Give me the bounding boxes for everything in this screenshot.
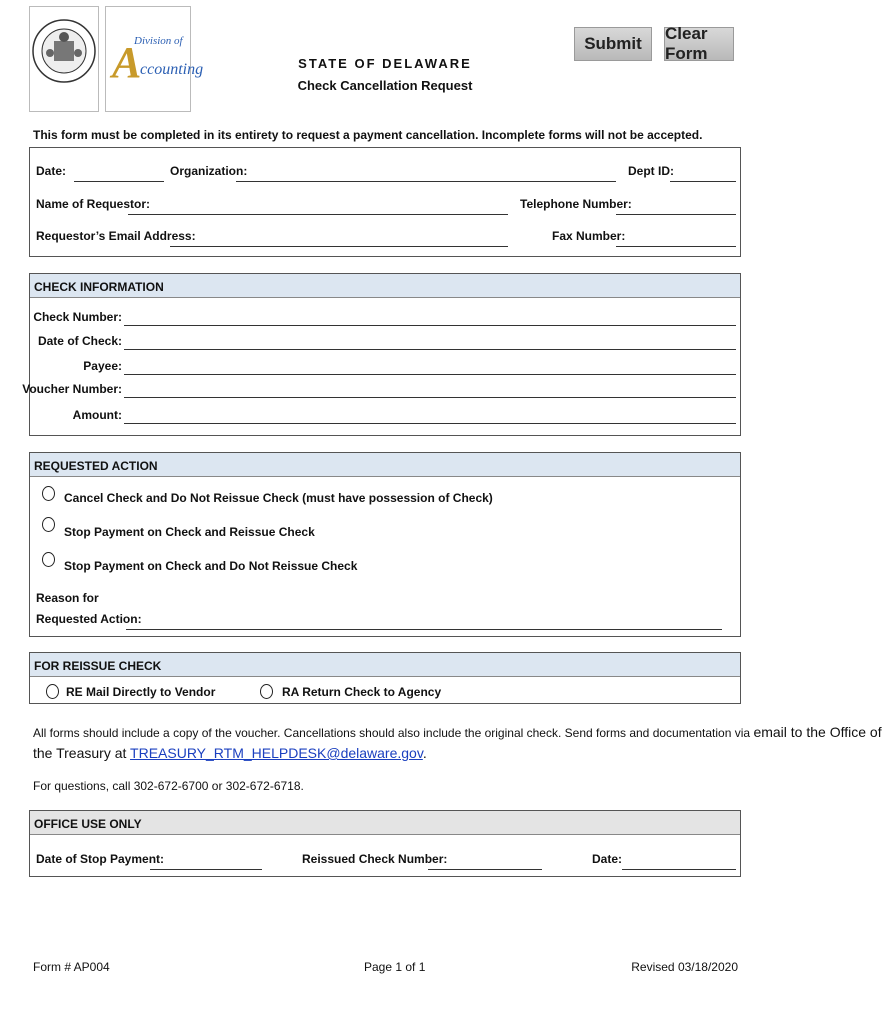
check-number-field[interactable] [124,325,736,326]
stop-payment-date-label: Date of Stop Payment: [36,852,165,866]
office-use-heading: OFFICE USE ONLY [30,811,740,835]
treasury-email-link[interactable]: TREASURY_RTM_HELPDESK@delaware.gov [130,745,423,761]
notes-line1-tail: email to the Office of [753,724,882,740]
office-date-label: Date: [592,852,623,866]
stop-no-reissue-label: Stop Payment on Check and Do Not Reissue Check [64,559,358,573]
form-title: Check Cancellation Request [297,78,473,93]
fax-label: Fax Number: [552,229,626,243]
email-field[interactable] [170,246,508,247]
fax-field[interactable] [616,246,736,247]
voucher-number-field[interactable] [124,397,736,398]
ra-return-agency-radio[interactable] [260,684,273,699]
stop-reissue-label: Stop Payment on Check and Reissue Check [64,525,315,539]
date-of-check-label: Date of Check: [37,334,122,348]
logo-letter: A [112,38,142,87]
reissue-heading: FOR REISSUE CHECK [30,653,740,677]
email-label: Requestor’s Email Address: [36,229,196,243]
organization-field[interactable] [236,181,616,182]
reason-label-line2: Requested Action: [36,612,142,626]
payee-field[interactable] [124,374,736,375]
notes-line1-text: All forms should include a copy of the voucher. Cancellations should also include the original check. Send forms and documentation via [33,726,751,740]
logo-text-accounting: ccounting [140,61,204,78]
state-title: STATE OF DELAWARE [298,56,472,71]
submit-button[interactable]: Submit [574,27,652,61]
amount-field[interactable] [124,423,736,424]
cancel-no-reissue-label: Cancel Check and Do Not Reissue Check (must have possession of Check) [64,491,493,505]
date-field[interactable] [74,181,164,182]
voucher-number-label: Voucher Number: [22,382,122,396]
stop-no-reissue-radio[interactable] [42,552,55,567]
ra-return-agency-label: RA Return Check to Agency [282,685,442,699]
amount-label: Amount: [72,408,122,422]
telephone-field[interactable] [616,214,736,215]
check-information-heading: CHECK INFORMATION [30,274,740,298]
requested-action-section [29,452,741,637]
notes-line2-suffix: . [422,745,427,761]
check-number-label: Check Number: [33,310,122,324]
re-mail-vendor-label: RE Mail Directly to Vendor [66,685,216,699]
payee-label: Payee: [83,359,122,373]
notes-line2-prefix: the Treasury at [33,745,127,761]
reissued-check-label: Reissued Check Number: [302,852,448,866]
reissued-check-field[interactable] [428,869,542,870]
reason-label-line1: Reason for [36,591,99,605]
instructions: This form must be completed in its entirety to request a payment cancellation. Incomplete forms will not be accepted. [33,128,703,142]
clear-form-button[interactable]: Clear Form [664,27,734,61]
cancel-no-reissue-radio[interactable] [42,486,55,501]
organization-label: Organization: [170,164,248,178]
notes-line2 [33,744,427,762]
requested-action-heading: REQUESTED ACTION [30,453,740,477]
requestor-section [29,147,741,257]
requestor-name-label: Name of Requestor: [36,197,151,211]
notes-line1 [33,723,882,742]
reissue-section [29,652,741,704]
check-information-section [22,273,741,436]
telephone-label: Telephone Number: [520,197,632,211]
stop-reissue-radio[interactable] [42,517,55,532]
re-mail-vendor-radio[interactable] [46,684,59,699]
office-use-section [29,810,741,877]
form-number: Form # AP004 [33,960,110,974]
page-number: Page 1 of 1 [364,960,426,974]
stop-payment-date-field[interactable] [150,869,262,870]
date-of-check-field[interactable] [124,349,736,350]
questions-text: For questions, call 302-672-6700 or 302-672-6718. [33,779,304,793]
dept-id-label: Dept ID: [628,164,674,178]
requestor-name-field[interactable] [128,214,508,215]
logo-text-division: Division of [134,35,183,47]
office-date-field[interactable] [622,869,736,870]
revised-date: Revised 03/18/2020 [631,960,738,974]
date-label: Date: [36,164,67,178]
dept-id-field[interactable] [670,181,736,182]
reason-field[interactable] [126,629,722,630]
